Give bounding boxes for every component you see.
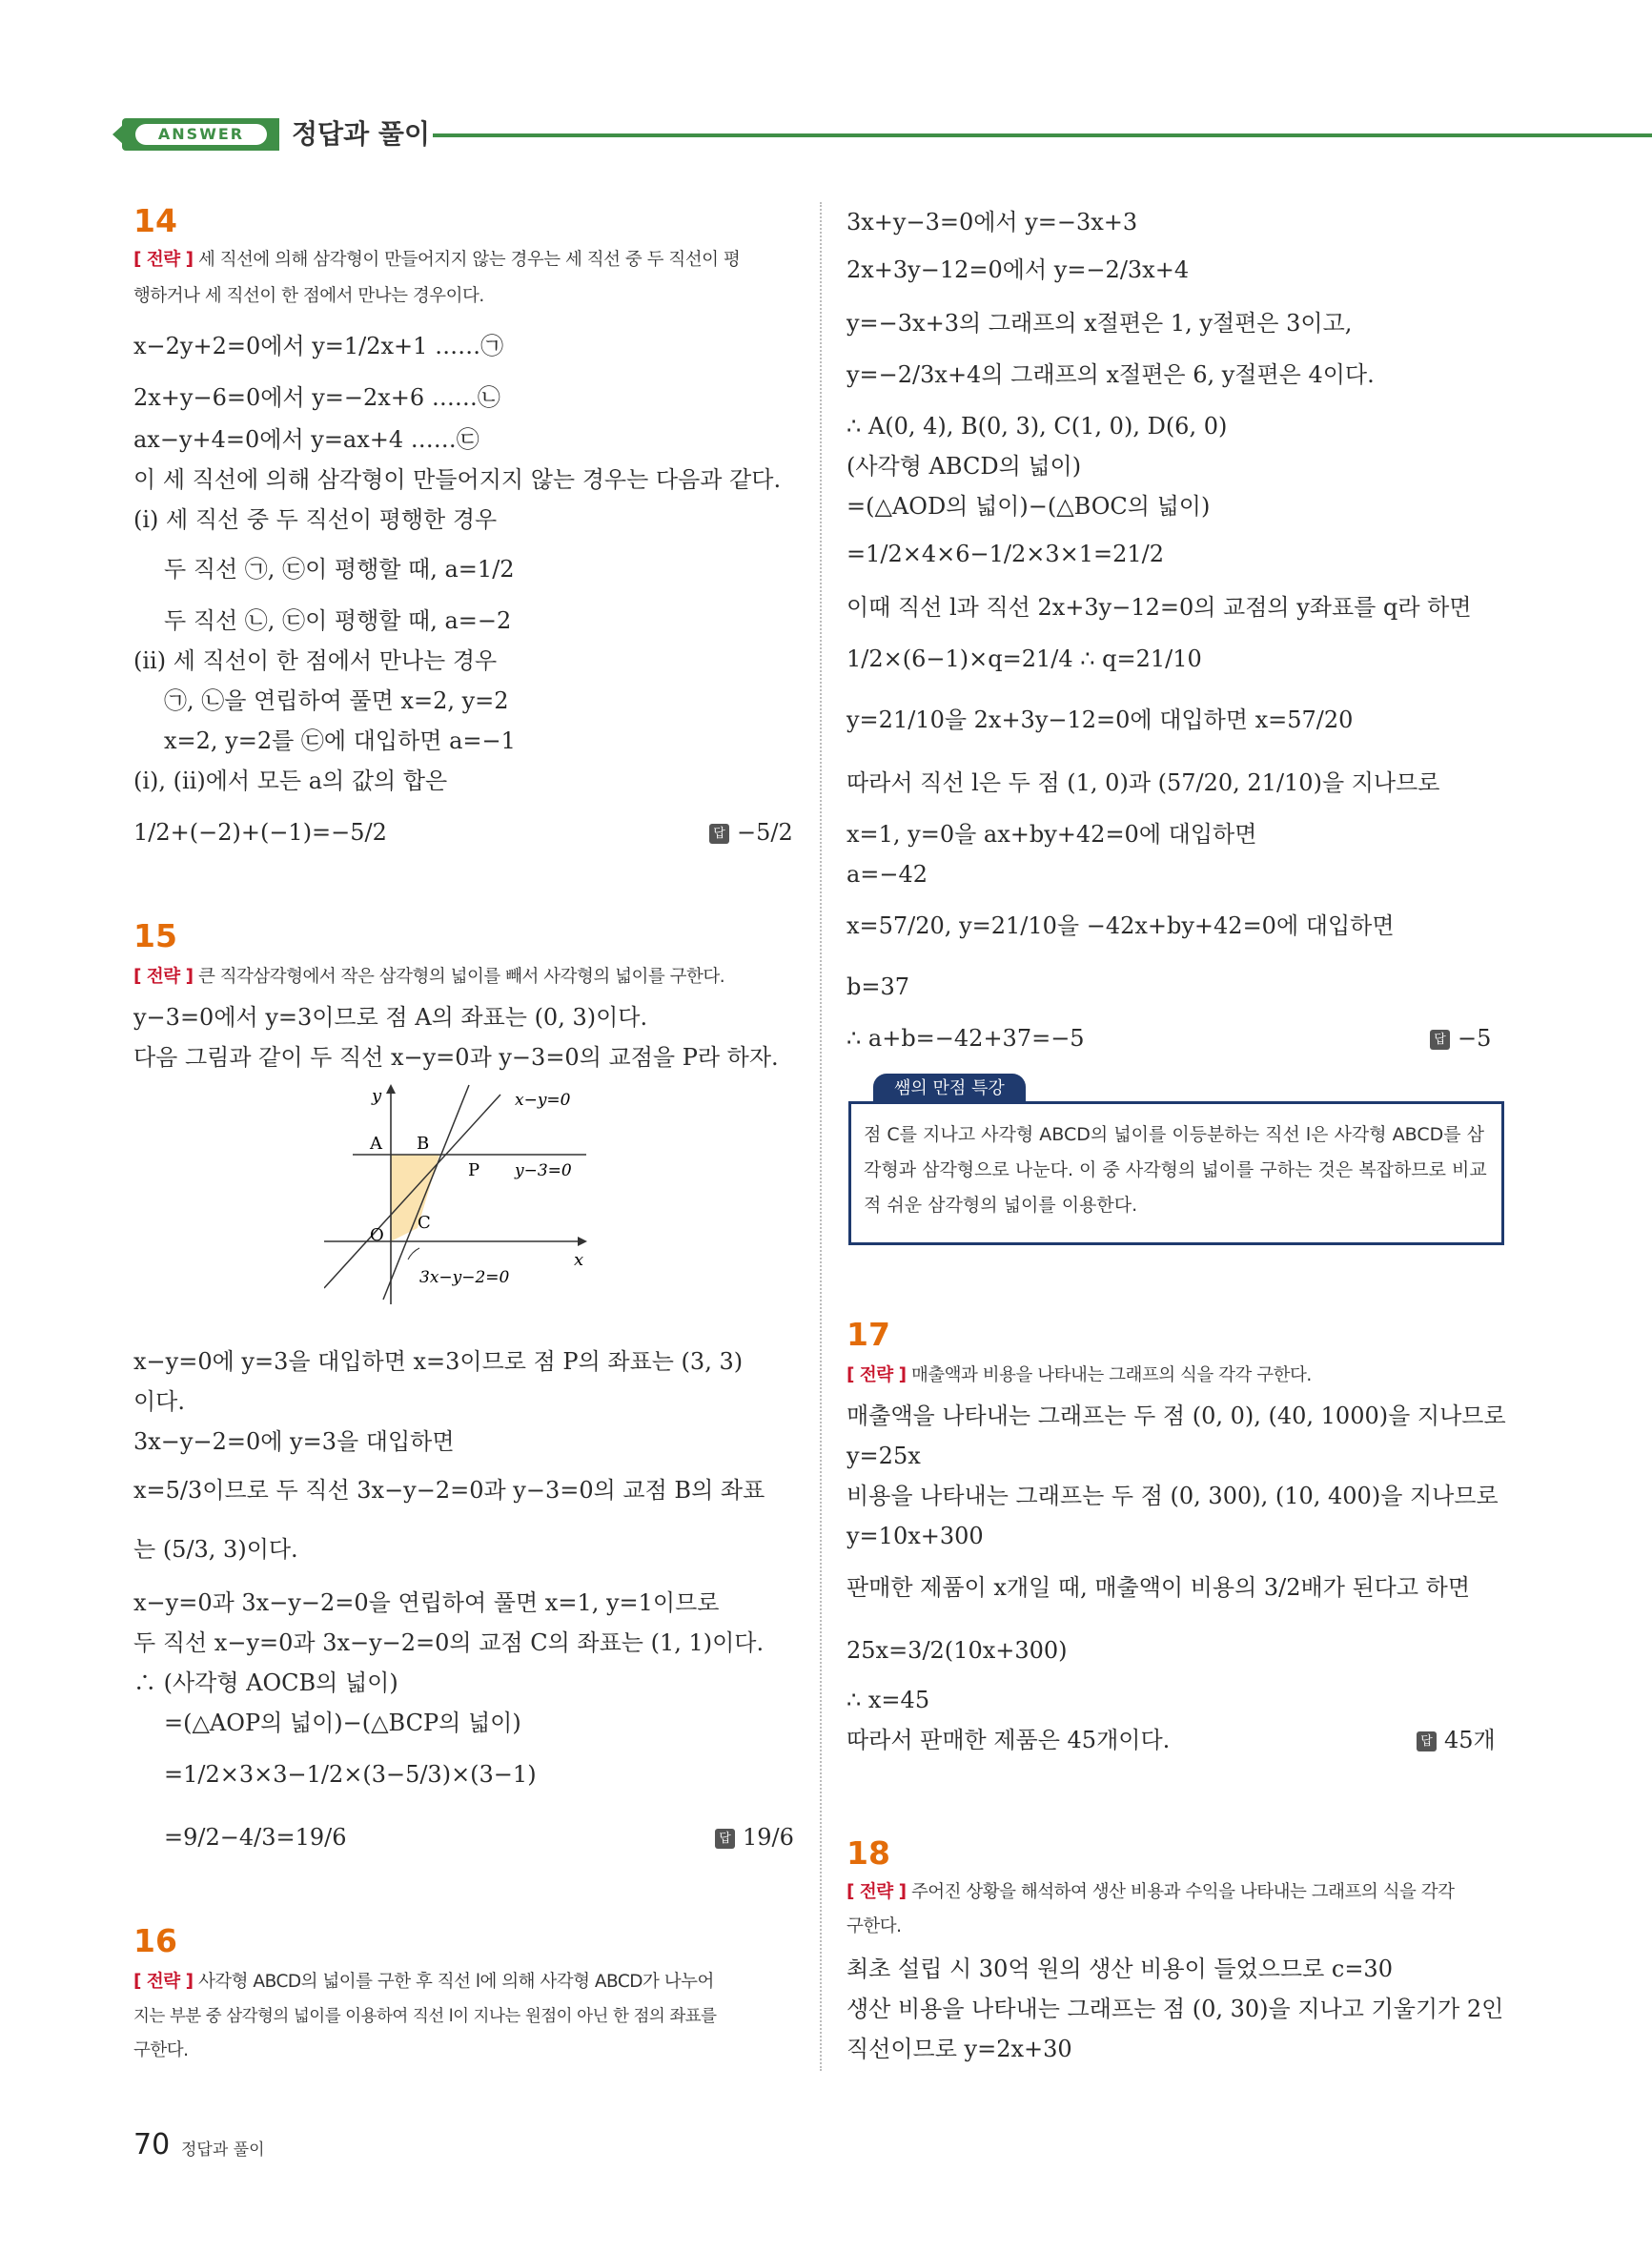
problem-15-graph: [324, 1080, 601, 1304]
p16-line: a=−42: [846, 861, 928, 888]
footer-label: 정답과 풀이: [181, 2140, 265, 2160]
tab-notch: [112, 124, 124, 145]
p16-line: 1/2×(6−1)×q=21/4 ∴ q=21/10: [846, 645, 1202, 672]
strategy-tag: [ 전략 ]: [846, 1365, 907, 1385]
problem-14-strategy-2: 행하거나 세 직선이 한 점에서 만나는 경우이다.: [133, 286, 484, 306]
problem-16-strategy-2: 지는 부분 중 삼각형의 넓이를 이용하여 직선 l이 지나는 원점이 아닌 한 점의 좌표를: [133, 2007, 717, 2026]
shaded-region: [391, 1155, 439, 1241]
p17-line: 따라서 판매한 제품은 45개이다.: [846, 1727, 1171, 1753]
p15-line: x−y=0과 3x−y−2=0을 연립하여 풀면 x=1, y=1이므로: [133, 1589, 720, 1616]
problem-14-answer: [709, 818, 793, 847]
problem-18-number: 18: [846, 1834, 890, 1872]
label-x-minus-y: x−y=0: [515, 1091, 571, 1110]
p14-line: (ⅱ) 세 직선이 한 점에서 만나는 경우: [133, 647, 498, 674]
problem-15-number: 15: [133, 917, 177, 954]
p15-line: 3x−y−2=0에 y=3을 대입하면: [133, 1428, 455, 1455]
p16-line: y=−3x+3의 그래프의 x절편은 1, y절편은 3이고,: [846, 310, 1353, 337]
problem-18-strategy-2: 구한다.: [846, 1916, 902, 1936]
p16-line: 3x+y−3=0에서 y=−3x+3: [846, 209, 1138, 236]
answer-value: −5: [1458, 1025, 1492, 1052]
p17-line: 매출액을 나타내는 그래프는 두 점 (0, 0), (40, 1000)을 지나므로: [846, 1403, 1506, 1429]
tip-title: 쌤의 만점 특강: [873, 1074, 1026, 1104]
p15-line: 다음 그림과 같이 두 직선 x−y=0과 y−3=0의 교점을 P라 하자.: [133, 1044, 779, 1071]
page-header: [122, 118, 1652, 151]
strategy-text-1: 큰 직각삼각형에서 작은 삼각형의 넓이를 빼서 사각형의 넓이를 구한다.: [197, 967, 725, 987]
p16-line: 2x+3y−12=0에서 y=−2/3x+4: [846, 256, 1190, 283]
p14-line: ㉠, ㉡을 연립하여 풀면 x=2, y=2: [164, 687, 509, 714]
header-title: 정답과 풀이: [292, 118, 430, 150]
strategy-tag: [ 전략 ]: [846, 1882, 907, 1902]
point-O: O: [370, 1225, 384, 1245]
answer-label: 답: [715, 1829, 735, 1849]
p17-line: y=25x: [846, 1443, 921, 1469]
problem-14-number: 14: [133, 202, 177, 239]
tip-text: 점 C를 지나고 사각형 ABCD의 넓이를 이등분하는 직선 l은 사각형 ABCD를 삼각형과 삼각형으로 나눈다. 이 중 사각형의 넓이를 구하는 것은 복잡하므로 비교적 쉬운 삼각형의 넓이를 이용한다.: [864, 1124, 1487, 1216]
p17-line: y=10x+300: [846, 1523, 984, 1549]
answer-value: 45개: [1444, 1727, 1496, 1753]
problem-17-strategy: [846, 1362, 1312, 1390]
p14-line: 2x+y−6=0에서 y=−2x+6 ……㉡: [133, 384, 500, 411]
p15-line: =(△AOP의 넓이)−(△BCP의 넓이): [164, 1710, 521, 1736]
point-A: A: [370, 1134, 382, 1154]
answer-tab: [122, 118, 279, 151]
answer-label: 답: [1430, 1030, 1450, 1050]
answer-value: −5/2: [737, 819, 793, 846]
p15-line: x−y=0에 y=3을 대입하면 x=3이므로 점 P의 좌표는 (3, 3): [133, 1348, 744, 1375]
p15-line: x=5/3이므로 두 직선 3x−y−2=0과 y−3=0의 교점 B의 좌표: [133, 1477, 765, 1504]
problem-16-answer: [1430, 1024, 1491, 1053]
point-B: B: [417, 1134, 430, 1154]
p17-line: 25x=3/2(10x+300): [846, 1637, 1068, 1664]
y-axis-arrow: [386, 1084, 396, 1094]
problem-14-strategy: [133, 246, 740, 275]
x-axis-label: x: [574, 1250, 584, 1270]
problem-18-strategy: [846, 1878, 1455, 1907]
p15-line: 두 직선 x−y=0과 3x−y−2=0의 교점 C의 좌표는 (1, 1)이다.: [133, 1629, 765, 1656]
p14-line: ax−y+4=0에서 y=ax+4 ……㉢: [133, 426, 479, 453]
label-3x-y-2: 3x−y−2=0: [419, 1268, 510, 1287]
column-divider: [820, 202, 822, 2071]
p17-line: 비용을 나타내는 그래프는 두 점 (0, 300), (10, 400)을 지나므로: [846, 1483, 1499, 1509]
p14-line: 1/2+(−2)+(−1)=−5/2: [133, 819, 387, 846]
p16-line: 이때 직선 l과 직선 2x+3y−12=0의 교점의 y좌표를 q라 하면: [846, 594, 1472, 621]
answer-value: 19/6: [743, 1824, 794, 1851]
problem-16-strategy: [133, 1968, 714, 1997]
p15-line: 이다.: [133, 1388, 185, 1415]
p17-line: 판매한 제품이 x개일 때, 매출액이 비용의 3/2배가 된다고 하면: [846, 1574, 1471, 1601]
header-rule: [433, 133, 1652, 137]
p15-line: 는 (5/3, 3)이다.: [133, 1536, 298, 1563]
p16-line: =(△AOD의 넓이)−(△BOC의 넓이): [846, 493, 1211, 520]
p15-line: y−3=0에서 y=3이므로 점 A의 좌표는 (0, 3)이다.: [133, 1004, 648, 1031]
strategy-text-1: 사각형 ABCD의 넓이를 구한 후 직선 l에 의해 사각형 ABCD가 나누어: [197, 1972, 714, 1992]
p16-line: x=1, y=0을 ax+by+42=0에 대입하면: [846, 821, 1257, 848]
answer-label: 답: [1417, 1731, 1437, 1751]
p16-line: x=57/20, y=21/10을 −42x+by+42=0에 대입하면: [846, 912, 1395, 939]
p16-line: b=37: [846, 973, 910, 1000]
page-number: 70: [133, 2128, 171, 2161]
p16-line: =1/2×4×6−1/2×3×1=21/2: [846, 541, 1164, 567]
label-y-minus-3: y−3=0: [515, 1161, 572, 1180]
strategy-tag: [ 전략 ]: [133, 967, 194, 987]
p16-line: y=−2/3x+4의 그래프의 x절편은 6, y절편은 4이다.: [846, 361, 1375, 388]
p17-line: ∴ x=45: [846, 1687, 930, 1713]
p15-line: ∴ (사각형 AOCB의 넓이): [133, 1669, 398, 1696]
x-axis-arrow: [578, 1237, 587, 1246]
p14-line: (ⅰ), (ⅱ)에서 모든 a의 값의 합은: [133, 768, 448, 794]
strategy-tag: [ 전략 ]: [133, 250, 194, 270]
p14-line: x=2, y=2를 ㉢에 대입하면 a=−1: [164, 727, 516, 754]
p18-line: 생산 비용을 나타내는 그래프는 점 (0, 30)을 지나고 기울기가 2인: [846, 1996, 1504, 2022]
p14-line: 두 직선 ㉡, ㉢이 평행할 때, a=−2: [164, 607, 512, 634]
label-pointer: [408, 1248, 419, 1260]
p15-line: =1/2×3×3−1/2×(3−5/3)×(3−1): [164, 1761, 537, 1788]
p15-line: =9/2−4/3=19/6: [164, 1824, 347, 1851]
point-C: C: [418, 1213, 431, 1233]
problem-16-strategy-3: 구한다.: [133, 2040, 189, 2060]
strategy-text-1: 주어진 상황을 해석하여 생산 비용과 수익을 나타내는 그래프의 식을 각각: [910, 1882, 1455, 1902]
p16-line: y=21/10을 2x+3y−12=0에 대입하면 x=57/20: [846, 707, 1354, 733]
p14-line: (ⅰ) 세 직선 중 두 직선이 평행한 경우: [133, 506, 498, 533]
strategy-tag: [ 전략 ]: [133, 1972, 194, 1992]
problem-15-answer: [715, 1823, 794, 1852]
p16-line: ∴ A(0, 4), B(0, 3), C(1, 0), D(6, 0): [846, 413, 1228, 440]
strategy-text-1: 매출액과 비용을 나타내는 그래프의 식을 각각 구한다.: [910, 1365, 1312, 1385]
problem-16-number: 16: [133, 1922, 177, 1959]
p14-line: 이 세 직선에 의해 삼각형이 만들어지지 않는 경우는 다음과 같다.: [133, 466, 782, 493]
p18-line: 최초 설립 시 30억 원의 생산 비용이 들었으므로 c=30: [846, 1956, 1393, 1982]
y-axis-label: y: [372, 1086, 382, 1106]
answer-tag: ANSWER: [135, 124, 267, 145]
p16-line: 따라서 직선 l은 두 점 (1, 0)과 (57/20, 21/10)을 지나므로: [846, 769, 1440, 796]
p14-line: 두 직선 ㉠, ㉢이 평행할 때, a=1/2: [164, 556, 515, 583]
p16-line: ∴ a+b=−42+37=−5: [846, 1025, 1085, 1052]
problem-17-answer: [1417, 1726, 1496, 1754]
p14-line: x−2y+2=0에서 y=1/2x+1 ……㉠: [133, 333, 504, 359]
problem-15-strategy: [133, 963, 724, 992]
line-x-minus-y: [324, 1095, 500, 1288]
p18-line: 직선이므로 y=2x+30: [846, 2036, 1072, 2062]
strategy-text-1: 세 직선에 의해 삼각형이 만들어지지 않는 경우는 세 직선 중 두 직선이 평: [197, 250, 741, 270]
p16-line: (사각형 ABCD의 넓이): [846, 453, 1082, 480]
problem-17-number: 17: [846, 1316, 890, 1353]
point-P: P: [468, 1160, 480, 1180]
answer-label: 답: [709, 824, 729, 844]
